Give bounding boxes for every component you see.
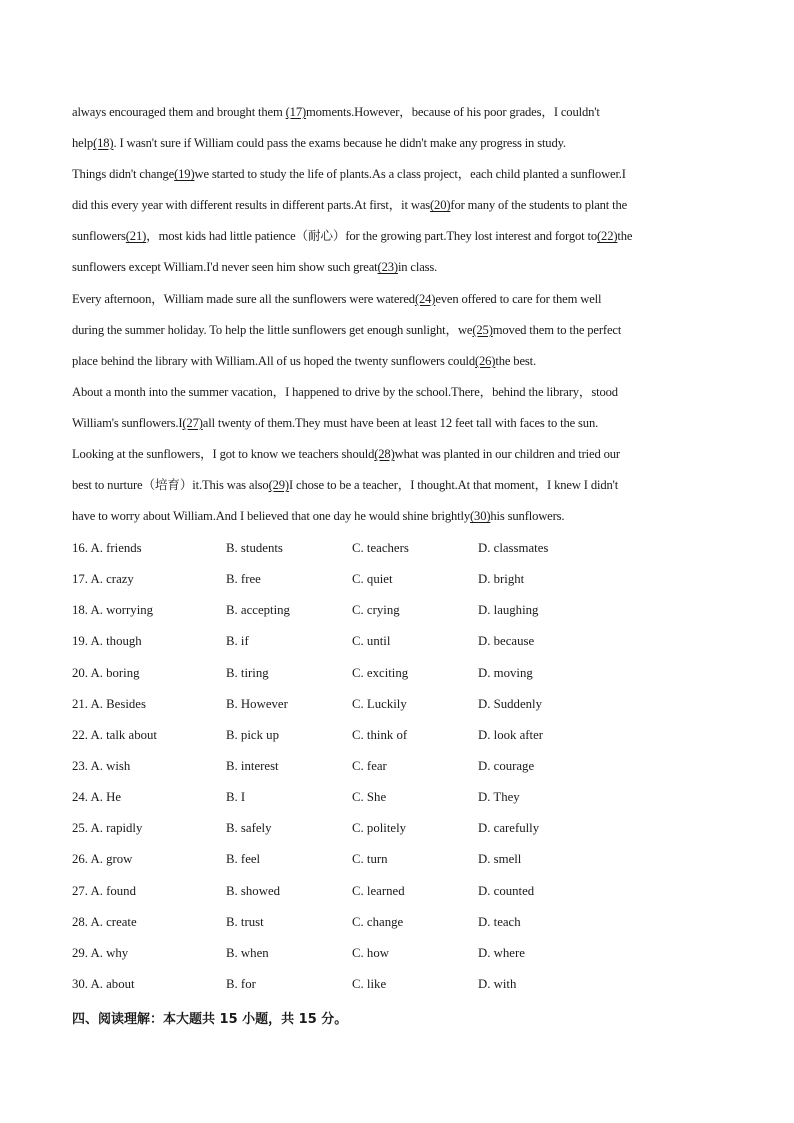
blank-number: (26) xyxy=(474,353,496,368)
passage-segment: place behind the library with William.All of us hoped the twenty sunflowers could xyxy=(72,353,475,368)
question-row xyxy=(72,564,722,595)
answer-option: B. for xyxy=(226,976,256,991)
passage-segment: sunflowers except William.I'd never seen him show such great xyxy=(72,260,378,275)
question-row xyxy=(72,907,722,938)
answer-option: B. when xyxy=(226,945,269,960)
answer-option: B. showed xyxy=(226,883,281,898)
answer-option: B. safely xyxy=(226,821,272,836)
blank-number: (22) xyxy=(597,229,618,244)
passage-segment: what was planted in our children and tried our xyxy=(394,447,620,462)
answer-option: D. because xyxy=(478,634,535,649)
passage-segment: best to nurture（培育）it.This was also xyxy=(72,478,269,493)
answer-option: D. teach xyxy=(478,914,521,929)
passage-segment: all twenty of them.They must have been at least 12 feet tall with faces to the sun. xyxy=(202,415,599,430)
passage-line xyxy=(72,501,722,532)
passage-line xyxy=(72,470,722,501)
blank-number: (29) xyxy=(268,478,289,493)
question-row xyxy=(72,658,722,689)
answer-option: 27. A. found xyxy=(72,883,136,898)
answer-option: D. moving xyxy=(478,665,533,680)
section-title: 四、阅读理解：本大题共 15 小题，共 15 分。 xyxy=(72,1012,348,1027)
passage-segment: William's sunflowers.I xyxy=(72,415,183,430)
answer-option: C. like xyxy=(352,976,387,991)
passage-segment: moments.However，because of his poor grades，I couldn't xyxy=(306,105,600,119)
answer-option: B. if xyxy=(226,634,249,649)
blank-number: (25) xyxy=(472,322,493,337)
answer-option: 21. A. Besides xyxy=(72,696,146,711)
passage-segment: in class. xyxy=(397,260,438,275)
answer-option: D. where xyxy=(478,945,525,960)
blank-number: (19) xyxy=(174,167,195,182)
passage-segment: Every afternoon，William made sure all the sunflowers were watered xyxy=(72,291,415,306)
answer-option: B. interest xyxy=(226,758,279,773)
passage-text xyxy=(72,97,722,532)
passage-segment: I chose to be a teacher，I thought.At that moment，I knew I didn't xyxy=(288,478,619,493)
answer-option: 23. A. wish xyxy=(72,758,131,773)
blank-number: (21) xyxy=(125,229,147,244)
answer-option: 22. A. talk about xyxy=(72,727,157,742)
answer-option: C. fear xyxy=(352,758,387,773)
answer-option: D. courage xyxy=(478,758,535,773)
passage-segment: have to worry about William.And I believed that one day he would shine brightly xyxy=(72,509,471,524)
passage-segment: his sunflowers. xyxy=(490,509,565,524)
passage-segment: during the summer holiday. To help the little sunflowers get enough sunlight，we xyxy=(72,322,473,337)
blank-number: (18) xyxy=(93,136,114,151)
answer-option: C. teachers xyxy=(352,541,409,555)
answer-option: C. exciting xyxy=(352,665,409,680)
passage-segment: ，most kids had little patience（耐心）for the growing part.They lost interest and forgot to xyxy=(146,229,598,244)
passage-segment: sunflowers xyxy=(72,229,126,244)
passage-line xyxy=(72,159,722,190)
answer-option: C. turn xyxy=(352,852,388,867)
answer-option: D. carefully xyxy=(478,821,540,836)
blank-number: (17) xyxy=(285,105,307,119)
question-row xyxy=(72,689,722,720)
passage-segment: help xyxy=(72,136,94,151)
question-row xyxy=(72,876,722,907)
passage-line xyxy=(72,252,722,283)
answer-option: C. think of xyxy=(352,727,408,742)
question-row xyxy=(72,969,722,1000)
answer-option: B. However xyxy=(226,696,288,711)
question-row xyxy=(72,751,722,782)
blank-number: (23) xyxy=(377,260,398,275)
answer-option: C. how xyxy=(352,945,389,960)
passage-line xyxy=(72,439,722,470)
passage-line xyxy=(72,408,722,439)
answer-option: 24. A. He xyxy=(72,790,122,805)
passage-segment: did this every year with different results in different parts.At first，it was xyxy=(72,198,431,213)
answer-option: C. change xyxy=(352,914,404,929)
answer-option: B. tiring xyxy=(226,665,269,680)
answer-option: B. students xyxy=(226,541,283,555)
answer-option: C. until xyxy=(352,634,391,649)
answer-option: 25. A. rapidly xyxy=(72,821,143,836)
passage-line xyxy=(72,128,722,159)
answer-option: B. free xyxy=(226,572,261,587)
blank-number: (28) xyxy=(374,447,395,462)
answer-option: 26. A. grow xyxy=(72,852,133,867)
answer-option: 18. A. worrying xyxy=(72,603,154,618)
question-row xyxy=(72,813,722,844)
question-row xyxy=(72,626,722,657)
passage-segment: even offered to care for them well xyxy=(435,291,602,306)
passage-line xyxy=(72,284,722,315)
answer-option: 19. A. though xyxy=(72,634,142,649)
answer-option: B. trust xyxy=(226,914,264,929)
passage-line xyxy=(72,346,722,377)
answer-option: D. counted xyxy=(478,883,535,898)
answer-option: C. quiet xyxy=(352,572,393,587)
passage-segment: for many of the students to plant the xyxy=(450,198,628,213)
question-row xyxy=(72,595,722,626)
answer-option: B. pick up xyxy=(226,727,279,742)
passage-line xyxy=(72,315,722,346)
answer-option: D. classmates xyxy=(478,541,549,555)
answer-option: C. She xyxy=(352,790,387,805)
answer-option: B. feel xyxy=(226,852,261,867)
passage-segment: moved them to the perfect xyxy=(492,322,622,337)
question-row xyxy=(72,844,722,875)
answer-option: B. I xyxy=(226,790,246,805)
question-row xyxy=(72,720,722,751)
answer-option: D. bright xyxy=(478,572,525,587)
answer-option: 29. A. why xyxy=(72,945,129,960)
question-row xyxy=(72,938,722,969)
answer-option: D. They xyxy=(478,790,520,805)
answer-option: D. Suddenly xyxy=(478,696,542,711)
answer-option: 28. A. create xyxy=(72,914,137,929)
passage-line xyxy=(72,221,722,252)
question-row xyxy=(72,533,722,564)
passage-line xyxy=(72,190,722,221)
answer-option: D. with xyxy=(478,976,517,991)
answer-option: 30. A. about xyxy=(72,976,135,991)
blank-number: (24) xyxy=(414,291,436,306)
answer-option: D. look after xyxy=(478,727,544,742)
passage-segment: always encouraged them and brought them xyxy=(72,105,286,119)
passage-segment: the best. xyxy=(495,353,536,368)
answer-option: C. politely xyxy=(352,821,407,836)
answer-option: C. Luckily xyxy=(352,696,407,711)
answer-option: 17. A. crazy xyxy=(72,572,134,587)
passage-segment: Things didn't change xyxy=(72,167,175,182)
blank-number: (30) xyxy=(470,509,491,524)
passage-segment: the xyxy=(617,229,633,244)
answer-options xyxy=(72,533,722,1000)
passage-segment: About a month into the summer vacation，I happened to drive by the school.There，behind the library，stood xyxy=(72,384,618,399)
answer-option: D. laughing xyxy=(478,603,539,618)
answer-option: 20. A. boring xyxy=(72,665,140,680)
question-row xyxy=(72,782,722,813)
passage-line xyxy=(72,97,722,128)
answer-option: D. smell xyxy=(478,852,522,867)
blank-number: (27) xyxy=(182,415,203,430)
answer-option: 16. A. friends xyxy=(72,541,142,555)
passage xyxy=(72,97,722,532)
passage-segment: . I wasn't sure if William could pass the exams because he didn't make any progress in study. xyxy=(113,136,566,151)
answer-option: C. crying xyxy=(352,603,400,618)
blank-number: (20) xyxy=(430,198,451,213)
answer-option: B. accepting xyxy=(226,603,290,618)
answer-option: C. learned xyxy=(352,883,405,898)
passage-segment: Looking at the sunflowers，I got to know we teachers should xyxy=(72,447,375,462)
passage-segment: we started to study the life of plants.As a class project，each child planted a sunflower.I xyxy=(194,167,626,182)
passage-line xyxy=(72,377,722,408)
